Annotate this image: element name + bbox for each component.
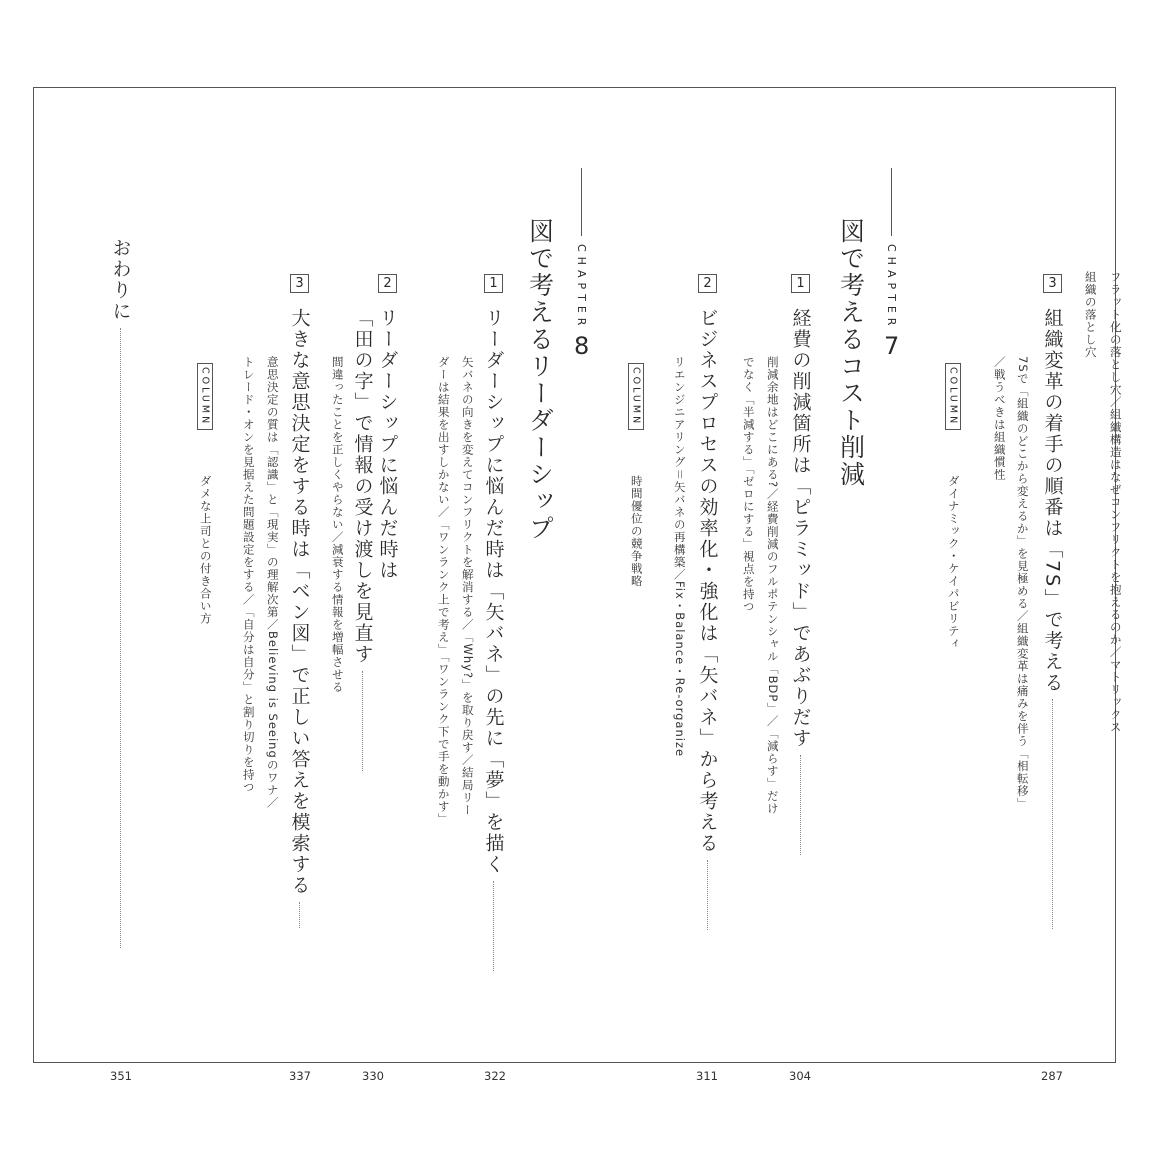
leader-dots	[800, 755, 801, 855]
leader-dots	[493, 881, 494, 971]
chapter-7-marker: CHAPTER 7	[884, 168, 899, 360]
toc-frame	[33, 87, 1123, 1083]
prev-sub-line-2: 組織の落とし穴	[1083, 271, 1098, 359]
column-badge: COLUMN	[628, 363, 644, 430]
item-sub-line-2: でなく「半減する」「ゼロにする」視点を持つ	[741, 356, 756, 613]
item-number-box: 2	[698, 274, 717, 293]
column-badge: COLUMN	[945, 363, 961, 430]
page-number: 322	[484, 1069, 506, 1083]
toc-entry-pyramid[interactable]: 経費の削減箇所は「ピラミッド」であぶりだす	[785, 308, 815, 855]
page-number: 351	[110, 1069, 132, 1083]
leader-dots	[120, 328, 121, 948]
toc-entry-yabane[interactable]: リーダーシップに悩んだ時は「矢バネ」の先に「夢」を描く	[478, 308, 508, 971]
toc-entry-process[interactable]: ビジネスプロセスの効率化・強化は「矢バネ」から考える	[692, 308, 722, 930]
column-title: 時間優位の競争戦略	[629, 475, 644, 588]
column-title: ダメな上司との付き合い方	[198, 475, 213, 625]
chapter-8-marker: CHAPTER 8	[574, 168, 589, 360]
item-sub-line-1: 意思決定の質は「認識」と「現実」の理解次第／Believing is Seeingのワナ／	[265, 356, 280, 809]
page-number: 337	[289, 1069, 311, 1083]
item-sub-line-1: リエンジニアリング＝矢バネの再構築／Fix・Balance・Re-organize	[672, 356, 687, 758]
toc-entry-venn[interactable]: 大きな意思決定をする時は「ベン図」で正しい答えを模索する	[284, 308, 314, 928]
chapter-8-title[interactable]: 図で考えるリーダーシップ	[525, 218, 555, 542]
page-number: 304	[789, 1069, 811, 1083]
item-sub-line-2: ダーは結果を出すしかない／「ワンランク上で考え」「ワンランク下で手を動かす」	[436, 356, 451, 826]
item-number-box: 3	[1043, 274, 1062, 293]
toc-entry-closing[interactable]: おわりに	[105, 238, 135, 948]
item-number-box: 1	[484, 274, 503, 293]
toc-entry-7s[interactable]: 組織変革の着手の順番は「7S」で考える	[1037, 308, 1067, 929]
chapter-7-title[interactable]: 図で考えるコスト削減	[836, 218, 866, 488]
item-sub-line-1: 矢バネの向きを変えてコンフリクトを解消する／「Why?」を取り戻す／結局リー	[460, 356, 475, 817]
column-badge: COLUMN	[197, 363, 213, 430]
leader-dots	[1052, 699, 1053, 929]
item-number-box: 2	[378, 274, 397, 293]
page-number: 330	[362, 1069, 384, 1083]
page-number: 287	[1041, 1069, 1063, 1083]
leader-dots	[299, 902, 300, 928]
leader-dots	[707, 860, 708, 930]
prev-sub-line-1: フラット化の落とし穴／組織構造はなぜコンフリクトを抱えるのか／マトリックス	[1108, 271, 1123, 734]
item-sub-line-2: トレード・オンを見据えた問題設定をする／「自分は自分」と割り切りを持つ	[241, 356, 256, 794]
item-sub-line-2: ／戦うべきは組織慣性	[992, 356, 1007, 481]
item-sub-line-1: 7Sで「組織のどこから変えるか」を見極める／組織変革は痛みを伴う「相転移」	[1015, 356, 1030, 811]
item-number-box: 1	[791, 274, 810, 293]
page-number: 311	[696, 1069, 718, 1083]
column-title: ダイナミック・ケイパビリティ	[946, 475, 961, 650]
toc-entry-tanoji-1[interactable]: リーダーシップに悩んだ時は	[376, 308, 399, 581]
item-sub-line-1: 削減余地はどこにある?／経費削減のフルポテンシャル「BDP」／「減らす」だけ	[765, 356, 780, 815]
leader-dots	[362, 671, 363, 771]
item-sub-line-1: 間違ったことを正しくやらない／減衰する情報を増幅させる	[330, 356, 345, 694]
toc-entry-tanoji-2[interactable]: 「田の字」で情報の受け渡しを見直す	[347, 308, 377, 771]
item-number-box: 3	[290, 274, 309, 293]
